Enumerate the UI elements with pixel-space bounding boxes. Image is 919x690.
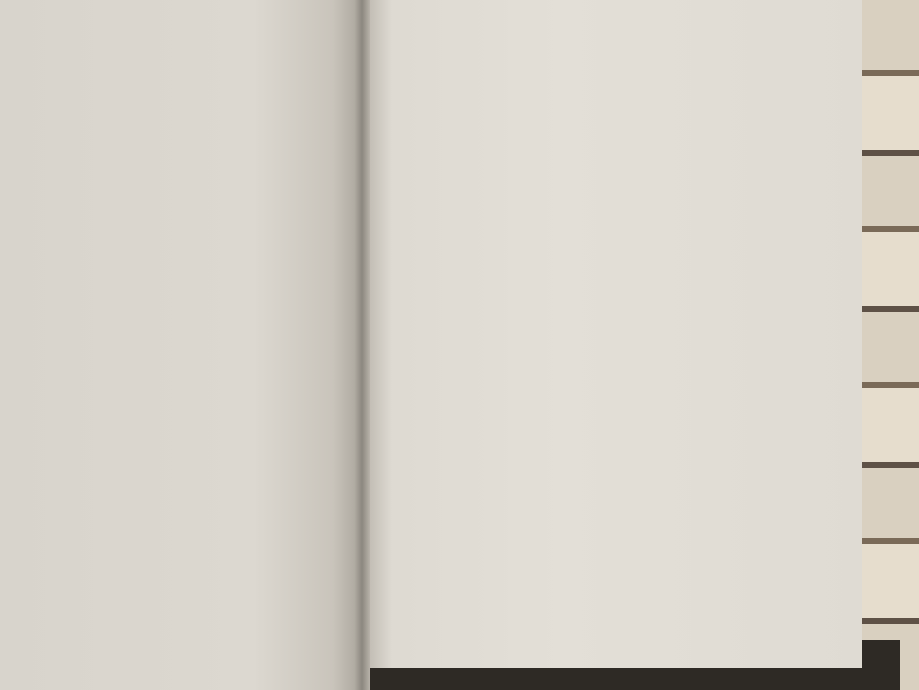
right-page xyxy=(362,0,862,668)
left-page xyxy=(0,0,362,690)
book-gutter xyxy=(354,0,370,690)
